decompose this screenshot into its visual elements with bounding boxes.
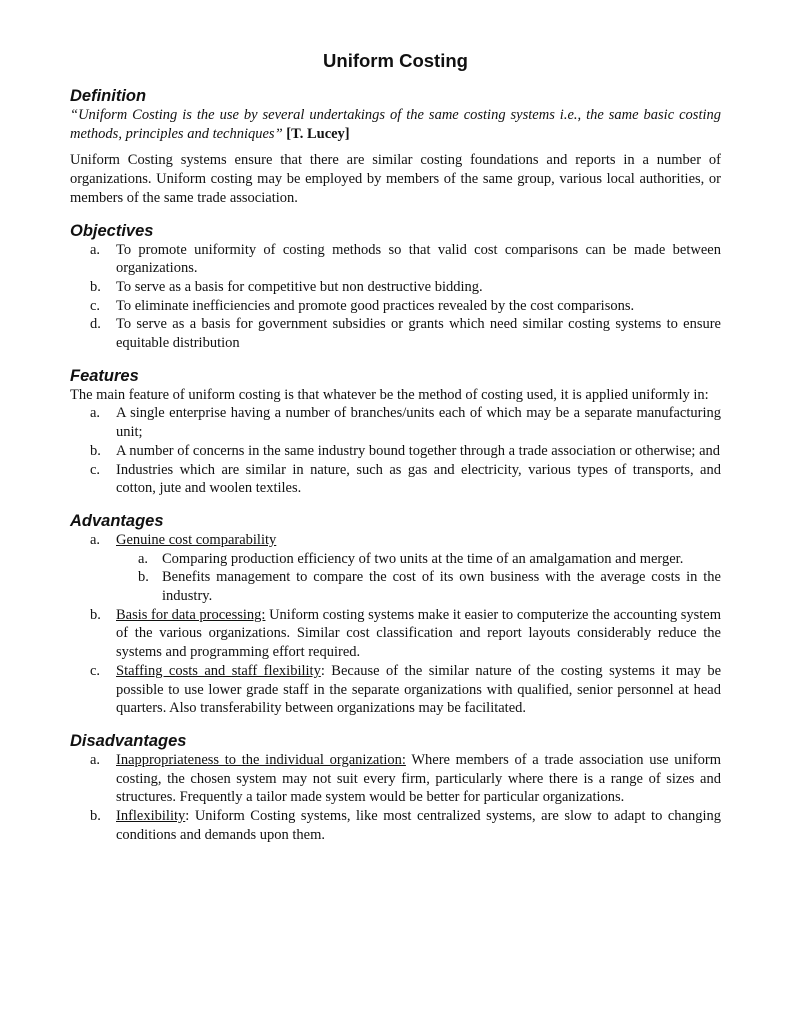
list-item — [70, 662, 721, 718]
definition-quote — [70, 106, 721, 143]
list-item — [70, 807, 721, 844]
list-item-text: To serve as a basis for government subsidies or grants which need similar costing systems to ensure equitable distribution — [116, 316, 721, 352]
list-marker: a. — [90, 531, 101, 548]
list-item-text: To promote uniformity of costing methods so that valid cost comparisons can be made between organizations. — [116, 241, 721, 277]
list-marker: a. — [138, 550, 149, 567]
list-item — [70, 531, 721, 606]
list-item — [70, 297, 721, 316]
features-heading: Features — [70, 366, 139, 385]
list-item — [70, 751, 721, 807]
list-marker: d. — [90, 316, 101, 333]
list-marker: b. — [138, 569, 149, 586]
objectives-heading: Objectives — [70, 221, 154, 240]
list-item — [70, 315, 721, 352]
list-item — [70, 461, 721, 498]
list-item-text: Uniform costing systems make it easier to computerize the accounting system of the various organizations. Similar cost classification and report layouts considerably reduce the systems and programming effort required. — [116, 606, 721, 661]
list-item-label: Genuine cost comparability — [116, 531, 277, 548]
list-item-text: A single enterprise having a number of branches/units each of which may be a separate manufacturing unit; — [116, 405, 721, 441]
advantages-list — [70, 531, 721, 718]
list-item-label: Staffing costs and staff flexibility — [116, 662, 321, 679]
list-marker: c. — [90, 662, 101, 679]
list-item-label: Basis for data processing: — [116, 606, 266, 623]
list-item — [70, 606, 721, 662]
list-marker: a. — [90, 405, 101, 422]
list-item-text: To eliminate inefficiencies and promote good practices revealed by the cost comparisons. — [116, 297, 635, 314]
list-marker: c. — [90, 297, 101, 314]
list-item-text: Where members of a trade association use uniform costing, the chosen system may not suit every firm, particularly where there is a range of sizes and structures. Frequently a tailor made system would be better for particular organizations. — [116, 751, 721, 806]
list-marker: b. — [90, 442, 101, 459]
list-item-text: : Because of the similar nature of the costing systems it may be possible to use lower grade staff in the separate organizations with qualified, senior personnel at head quarters. Also transferability between organizations may be facilitated. — [116, 662, 722, 717]
list-marker: b. — [90, 808, 101, 825]
list-item-text: : Uniform Costing systems, like most centralized systems, are slow to adapt to changing conditions and demands upon them. — [116, 808, 721, 843]
disadvantages-heading: Disadvantages — [70, 731, 187, 750]
list-marker: a. — [90, 241, 101, 258]
features-intro: The main feature of uniform costing is that whatever be the method of costing used, it is applied uniformly in: — [70, 386, 709, 403]
quote-text: “Uniform Costing is the use by several undertakings of the same costing systems i.e., the same basic costing methods, principles and techniques” — [70, 107, 721, 142]
features-list — [70, 404, 721, 498]
advantages-heading: Advantages — [70, 511, 164, 530]
objectives-list — [70, 241, 721, 353]
list-item — [70, 404, 721, 441]
list-item-text: Comparing production efficiency of two units at the time of an amalgamation and merger. — [162, 550, 684, 567]
list-item-text: Industries which are similar in nature, such as gas and electricity, various types of transports, and cotton, jute and woolen textiles. — [116, 461, 721, 497]
list-item — [70, 442, 721, 461]
list-item — [70, 278, 721, 297]
list-item-label: Inappropriateness to the individual organization: — [116, 751, 406, 768]
list-item-text: To serve as a basis for competitive but non destructive bidding. — [116, 278, 483, 295]
sub-list — [116, 550, 721, 606]
list-item-text: A number of concerns in the same industry bound together through a trade association or otherwise; and — [116, 442, 721, 459]
list-marker: b. — [90, 606, 101, 623]
sub-list-item — [116, 568, 721, 605]
list-item-text: Benefits management to compare the cost of its own business with the average costs in the industry. — [162, 569, 721, 605]
list-marker: b. — [90, 278, 101, 295]
quote-source: [T. Lucey] — [286, 125, 350, 142]
page-title: Uniform Costing — [323, 50, 468, 71]
disadvantages-list — [70, 751, 721, 845]
list-marker: c. — [90, 461, 101, 478]
list-item — [70, 241, 721, 278]
definition-heading: Definition — [70, 87, 147, 105]
list-marker: a. — [90, 751, 101, 768]
sub-list-item — [116, 550, 721, 569]
definition-paragraph: Uniform Costing systems ensure that there are similar costing foundations and reports in a number of organizations. Uniform costing may be employed by members of the same group, various local authorities, or members of the same trade association. — [70, 152, 721, 206]
list-item-label: Inflexibility — [116, 808, 186, 825]
